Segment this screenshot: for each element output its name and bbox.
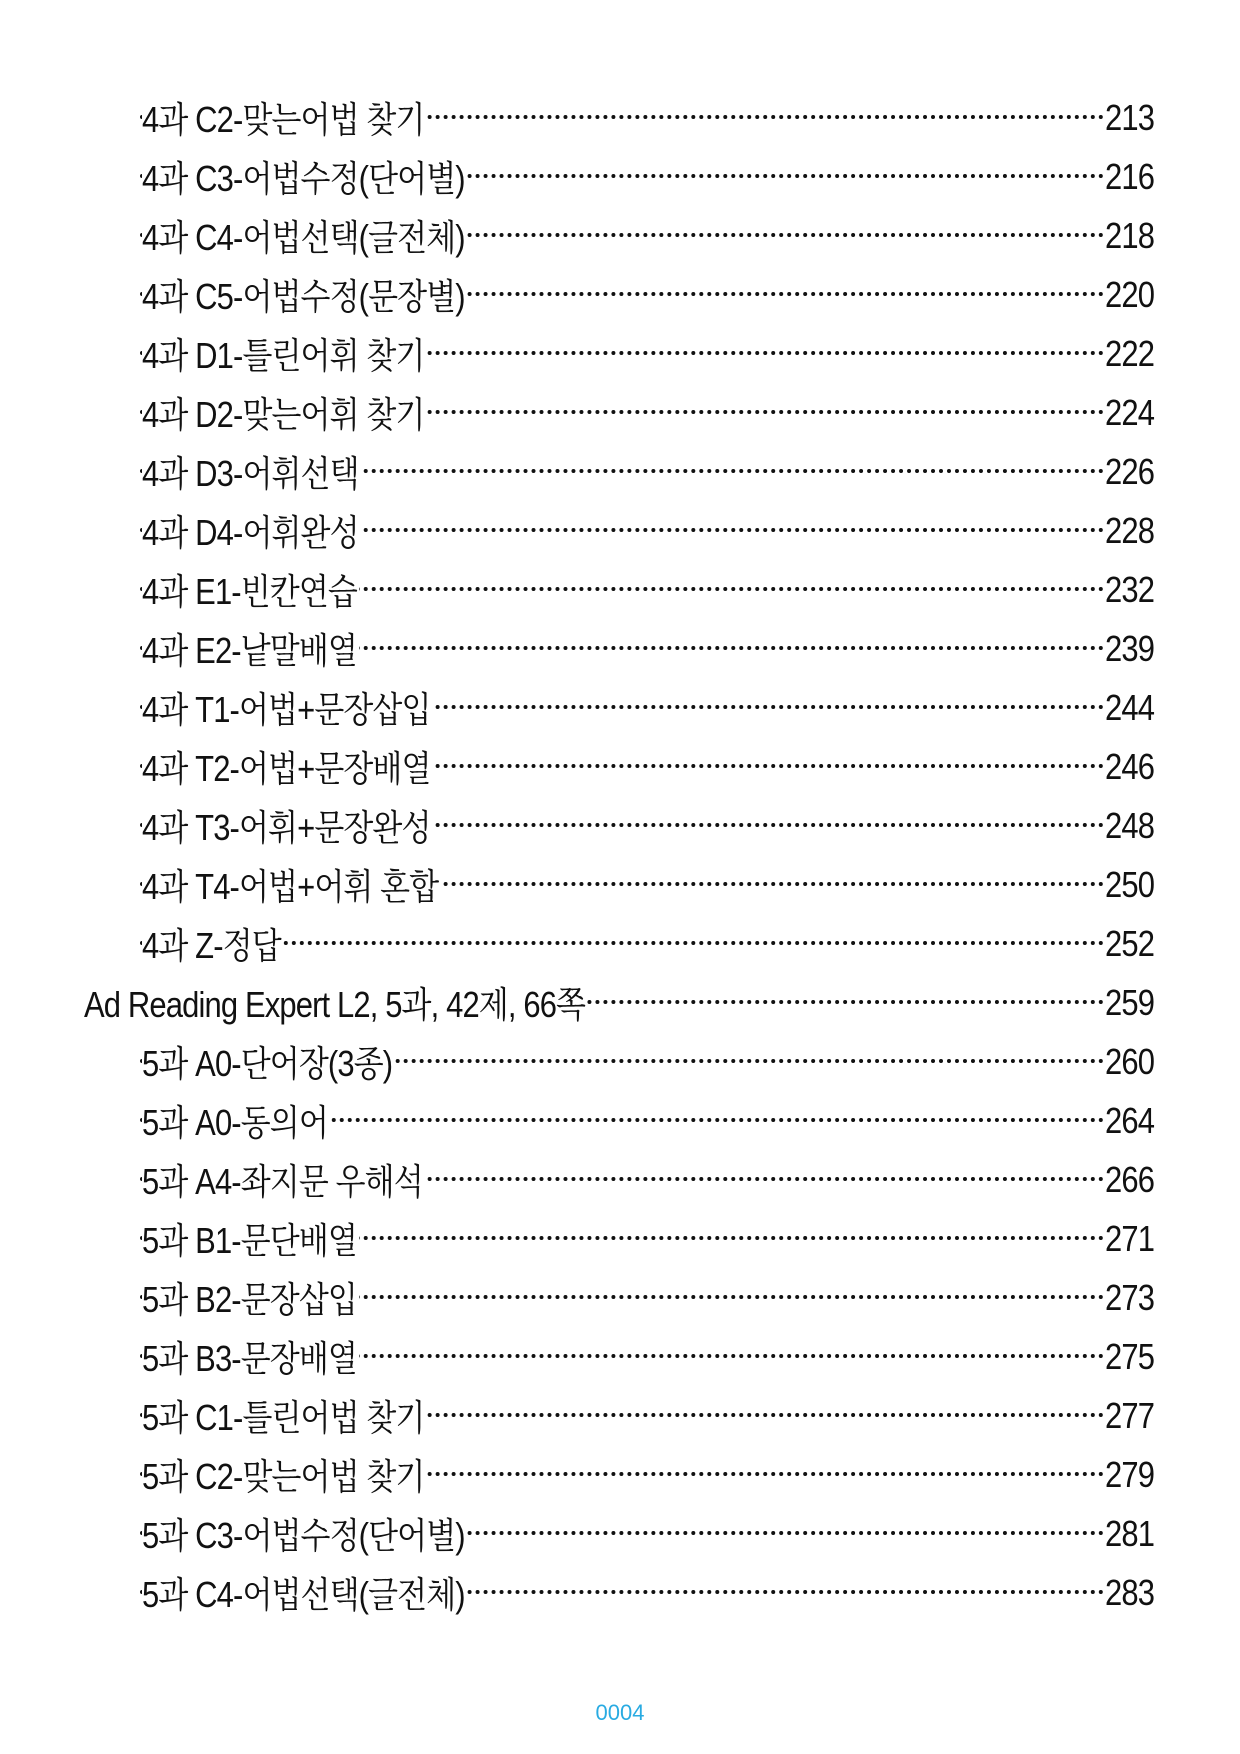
toc-entry[interactable]: [0, 1150, 1240, 1209]
toc-entry-page-number: 260: [1104, 1040, 1154, 1082]
toc-entry-label: 4과 T1-어법+문장삽입: [142, 682, 432, 733]
toc-entry[interactable]: [0, 1445, 1240, 1504]
toc-entry-label: 4과 T2-어법+문장배열: [142, 741, 432, 792]
table-of-contents: [0, 88, 1240, 1622]
toc-entry[interactable]: [0, 1268, 1240, 1327]
toc-entry-page-number: 275: [1104, 1335, 1154, 1377]
toc-entry[interactable]: [0, 1504, 1240, 1563]
toc-entry-label-wrap: [142, 151, 466, 202]
toc-entry-page-number: 277: [1104, 1394, 1154, 1436]
toc-entry-page-number: 266: [1104, 1158, 1154, 1200]
toc-entry-label-wrap: [142, 446, 360, 497]
toc-entry[interactable]: [0, 501, 1240, 560]
toc-entry-page-number: 218: [1104, 214, 1154, 256]
toc-entry[interactable]: [0, 1327, 1240, 1386]
toc-entry[interactable]: [0, 1563, 1240, 1622]
toc-entry-label: 4과 D2-맞는어휘 찾기: [142, 387, 426, 438]
toc-entry-page-number: 283: [1104, 1571, 1154, 1613]
toc-entry-label: 4과 T4-어법+어휘 혼합: [142, 859, 440, 910]
toc-entry-label-wrap: [142, 741, 432, 792]
toc-entry[interactable]: [0, 442, 1240, 501]
toc-entry-label: 4과 Z-정답: [142, 918, 282, 969]
toc-entry-label-wrap: [142, 1508, 466, 1559]
page-number: 0004: [595, 1700, 645, 1725]
toc-entry[interactable]: [0, 324, 1240, 383]
toc-entry[interactable]: [0, 619, 1240, 678]
toc-entry-label-wrap: [142, 1449, 426, 1500]
toc-entry[interactable]: [0, 855, 1240, 914]
toc-entry-label-wrap: [142, 1331, 359, 1382]
toc-entry-page-number: 250: [1104, 863, 1154, 905]
toc-entry-label-wrap: [142, 1567, 466, 1618]
toc-entry-page-number: 273: [1104, 1276, 1154, 1318]
toc-entry-label: 5과 C4-어법선택(글전체): [142, 1567, 466, 1618]
toc-entry-label-wrap: [142, 1095, 330, 1146]
toc-entry-label: 4과 E1-빈칸연습: [142, 564, 359, 615]
toc-entry-page-number: 259: [1104, 981, 1154, 1023]
dot-leader: [140, 941, 1104, 945]
toc-entry[interactable]: [0, 1386, 1240, 1445]
toc-entry[interactable]: [0, 265, 1240, 324]
toc-entry-label: 5과 C1-틀린어법 찾기: [142, 1390, 426, 1441]
toc-entry-label-wrap: [142, 1213, 359, 1264]
toc-entry[interactable]: [0, 147, 1240, 206]
toc-entry-label-wrap: [142, 1390, 426, 1441]
toc-entry-label-wrap: [142, 92, 426, 143]
toc-entry-label: 4과 D4-어휘완성: [142, 505, 360, 556]
toc-entry-page-number: 222: [1104, 332, 1154, 374]
toc-entry-label: 5과 A0-단어장(3종): [142, 1036, 394, 1087]
toc-entry-page-number: 252: [1104, 922, 1154, 964]
toc-entry-label-wrap: [142, 210, 466, 261]
toc-entry-page-number: 244: [1104, 686, 1154, 728]
toc-entry-page-number: 279: [1104, 1453, 1154, 1495]
toc-entry[interactable]: [0, 560, 1240, 619]
toc-entry-label: 5과 A4-좌지문 우해석: [142, 1154, 424, 1205]
toc-entry-label-wrap: [142, 505, 360, 556]
toc-entry-label-wrap: [142, 269, 466, 320]
toc-entry-label-wrap: [84, 977, 587, 1028]
toc-entry-label: 4과 E2-낱말배열: [142, 623, 359, 674]
toc-entry[interactable]: [0, 1091, 1240, 1150]
toc-entry-label-wrap: [142, 1154, 424, 1205]
toc-entry-page-number: 228: [1104, 509, 1154, 551]
toc-entry-label: 5과 A0-동의어: [142, 1095, 330, 1146]
toc-entry[interactable]: [0, 88, 1240, 147]
toc-entry-label-wrap: [142, 1036, 394, 1087]
toc-entry-label: 4과 C2-맞는어법 찾기: [142, 92, 426, 143]
toc-entry-label: 4과 D3-어휘선택: [142, 446, 360, 497]
toc-entry[interactable]: [0, 206, 1240, 265]
toc-entry-page-number: 271: [1104, 1217, 1154, 1259]
toc-entry-label: 5과 C3-어법수정(단어별): [142, 1508, 466, 1559]
toc-entry[interactable]: [0, 383, 1240, 442]
toc-entry-label: 5과 B3-문장배열: [142, 1331, 359, 1382]
toc-entry[interactable]: [0, 796, 1240, 855]
toc-entry-page-number: 213: [1104, 96, 1154, 138]
toc-entry-label-wrap: [142, 328, 426, 379]
toc-entry-label-wrap: [142, 859, 440, 910]
toc-entry-label-wrap: [142, 682, 432, 733]
toc-entry-label-wrap: [142, 800, 432, 851]
toc-entry[interactable]: [0, 1032, 1240, 1091]
toc-section-heading[interactable]: [0, 973, 1240, 1032]
toc-entry-page-number: 281: [1104, 1512, 1154, 1554]
toc-entry-page-number: 239: [1104, 627, 1154, 669]
toc-entry-page-number: 220: [1104, 273, 1154, 315]
toc-entry-page-number: 264: [1104, 1099, 1154, 1141]
toc-entry-label: 4과 C4-어법선택(글전체): [142, 210, 466, 261]
toc-entry[interactable]: [0, 737, 1240, 796]
toc-entry-label: 4과 D1-틀린어휘 찾기: [142, 328, 426, 379]
toc-entry-page-number: 224: [1104, 391, 1154, 433]
toc-entry-label: 4과 C5-어법수정(문장별): [142, 269, 466, 320]
toc-entry-page-number: 226: [1104, 450, 1154, 492]
toc-entry-label: 5과 B1-문단배열: [142, 1213, 359, 1264]
toc-entry-page-number: 248: [1104, 804, 1154, 846]
toc-entry-label-wrap: [142, 623, 359, 674]
toc-entry-label-wrap: [142, 918, 282, 969]
toc-entry-page-number: 232: [1104, 568, 1154, 610]
toc-entry-label: 4과 C3-어법수정(단어별): [142, 151, 466, 202]
toc-entry-label: 5과 B2-문장삽입: [142, 1272, 359, 1323]
toc-entry-label-wrap: [142, 564, 359, 615]
toc-entry-label: Ad Reading Expert L2, 5과, 42제, 66쪽: [84, 977, 587, 1028]
toc-entry-label-wrap: [142, 1272, 359, 1323]
toc-entry-page-number: 216: [1104, 155, 1154, 197]
toc-entry[interactable]: [0, 1209, 1240, 1268]
toc-entry-label: 5과 C2-맞는어법 찾기: [142, 1449, 426, 1500]
toc-entry-label: 4과 T3-어휘+문장완성: [142, 800, 432, 851]
toc-entry-label-wrap: [142, 387, 426, 438]
toc-entry[interactable]: [0, 914, 1240, 973]
toc-entry-page-number: 246: [1104, 745, 1154, 787]
toc-entry[interactable]: [0, 678, 1240, 737]
